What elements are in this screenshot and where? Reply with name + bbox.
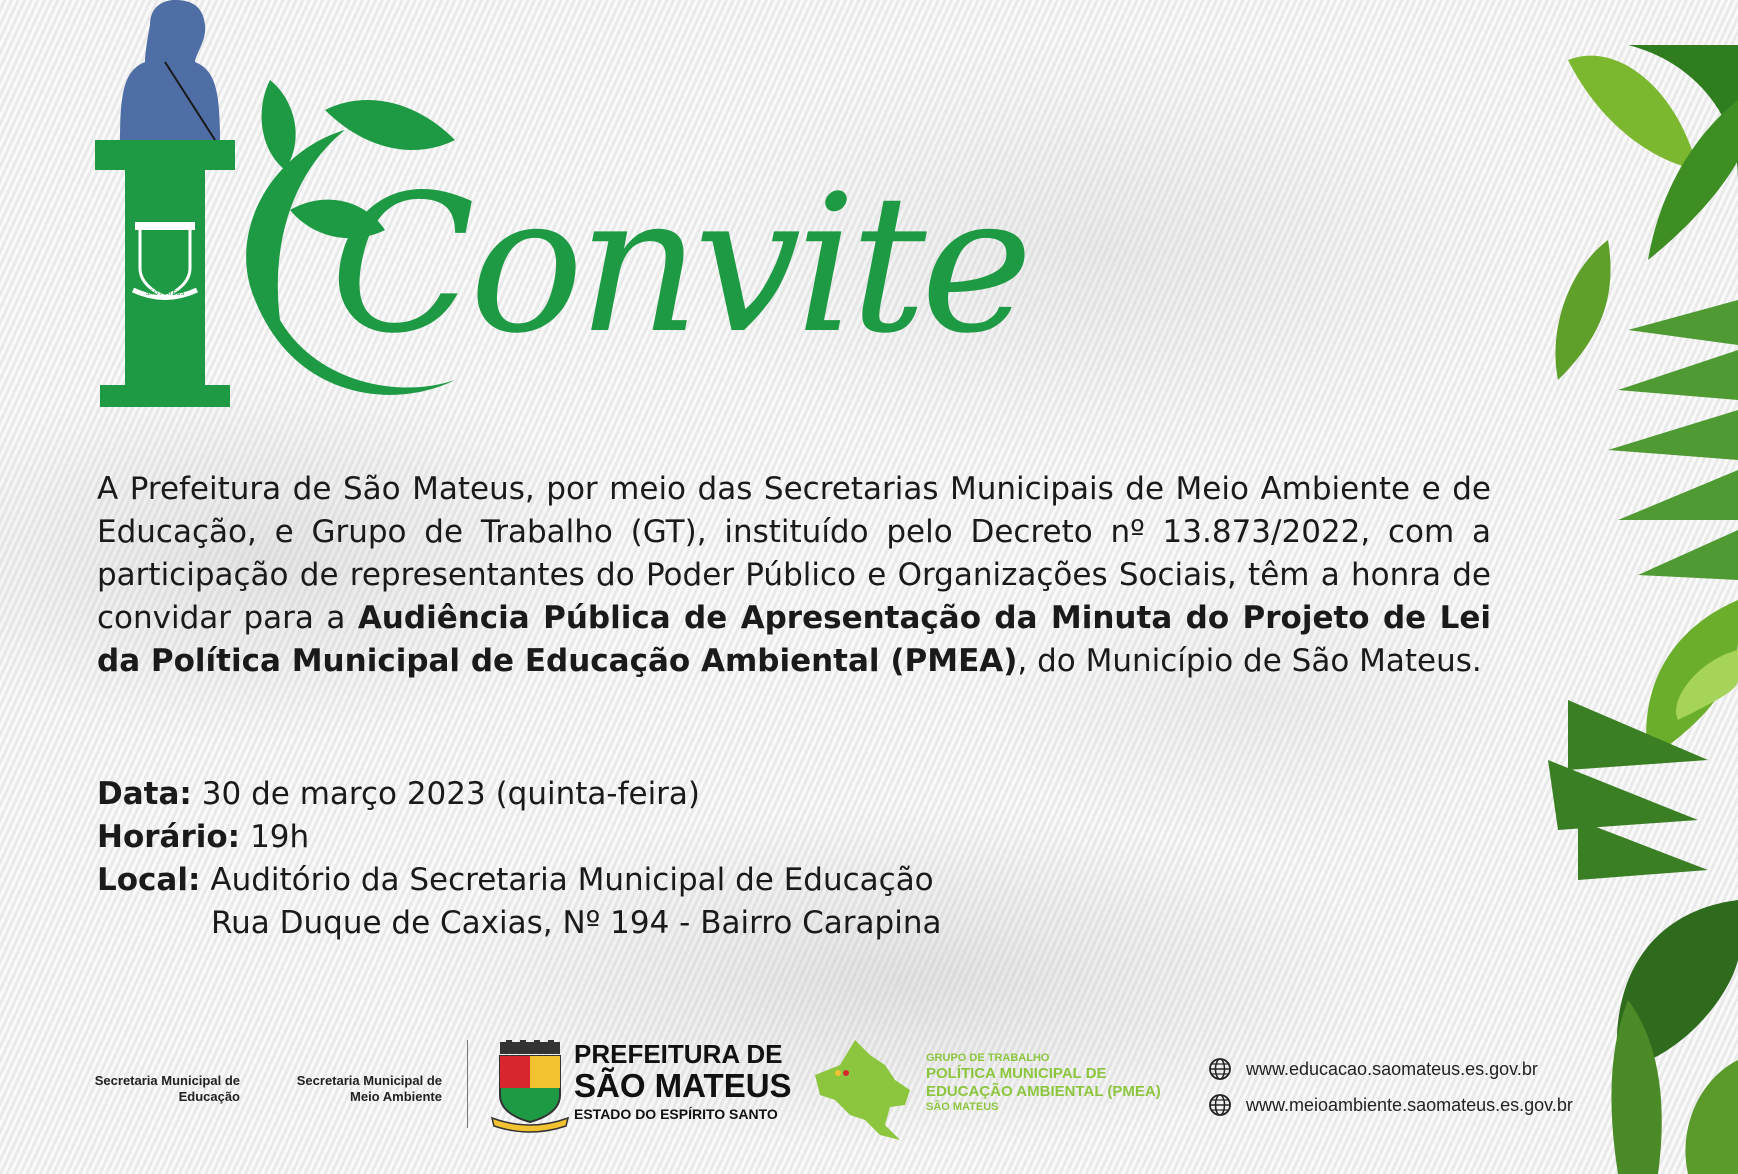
globe-icon — [1208, 1093, 1232, 1117]
website-educacao-link[interactable]: www.educacao.saomateus.es.gov.br — [1246, 1059, 1538, 1079]
date-row — [97, 773, 941, 816]
website-meioambiente[interactable] — [1208, 1093, 1573, 1117]
foliage-decoration — [1508, 0, 1738, 1174]
event-details — [97, 773, 941, 945]
prefeitura-line1: PREFEITURA DE — [574, 1039, 783, 1069]
svg-text:SÃO MATEUS: SÃO MATEUS — [145, 290, 185, 297]
invitation-body — [97, 468, 1491, 683]
date-value: 30 de março 2023 (quinta-feira) — [201, 776, 701, 812]
secretaria-educacao: Secretaria Municipal de Educação — [94, 1073, 240, 1104]
invitation-intro: A Prefeitura de São Mateus, por meio das Secretarias Municipais de Meio Ambiente e de Educação, e Grupo de Trabalho (GT), instituído pelo Decreto nº 13.873/2022, com a participação de representantes do Poder Público e Organizações Sociais, têm a honra de convidar para a — [97, 471, 1491, 636]
secretaria-meio-ambiente: Secretaria Municipal de Meio Ambiente — [296, 1073, 442, 1104]
gt-pmea-logo: GRUPO DE TRABALHO POLÍTICA MUNICIPAL DE EDUCAÇÃO AMBIENTAL (PMEA) SÃO MATEUS — [926, 1052, 1161, 1113]
prefeitura-line2: SÃO MATEUS — [574, 1067, 792, 1104]
time-value: 19h — [250, 819, 310, 855]
coat-of-arms-icon — [490, 1040, 570, 1130]
place-label: Local: — [97, 862, 201, 898]
time-label: Horário: — [97, 819, 241, 855]
convite-title: Convite — [330, 154, 1028, 375]
prefeitura-line3: ESTADO DO ESPÍRITO SANTO — [574, 1106, 778, 1122]
convite-title-art — [95, 0, 1028, 445]
place-row-2 — [97, 902, 941, 945]
time-row — [97, 816, 941, 859]
website-meioambiente-link[interactable]: www.meioambiente.saomateus.es.gov.br — [1246, 1095, 1573, 1115]
website-educacao[interactable] — [1208, 1057, 1538, 1081]
place-line2: Rua Duque de Caxias, Nº 194 - Bairro Carapina — [211, 905, 942, 941]
place-row — [97, 859, 941, 902]
event-title: Audiência Pública de Apresentação da Minuta do Projeto de Lei da Política Municipal de Educação Ambiental (PMEA) — [97, 600, 1491, 679]
map-icon — [810, 1035, 920, 1140]
globe-icon — [1208, 1057, 1232, 1081]
date-label: Data: — [97, 776, 192, 812]
invitation-outro: , do Município de São Mateus. — [1017, 643, 1482, 679]
place-line1: Auditório da Secretaria Municipal de Educação — [210, 862, 934, 898]
footer-divider — [467, 1040, 468, 1128]
